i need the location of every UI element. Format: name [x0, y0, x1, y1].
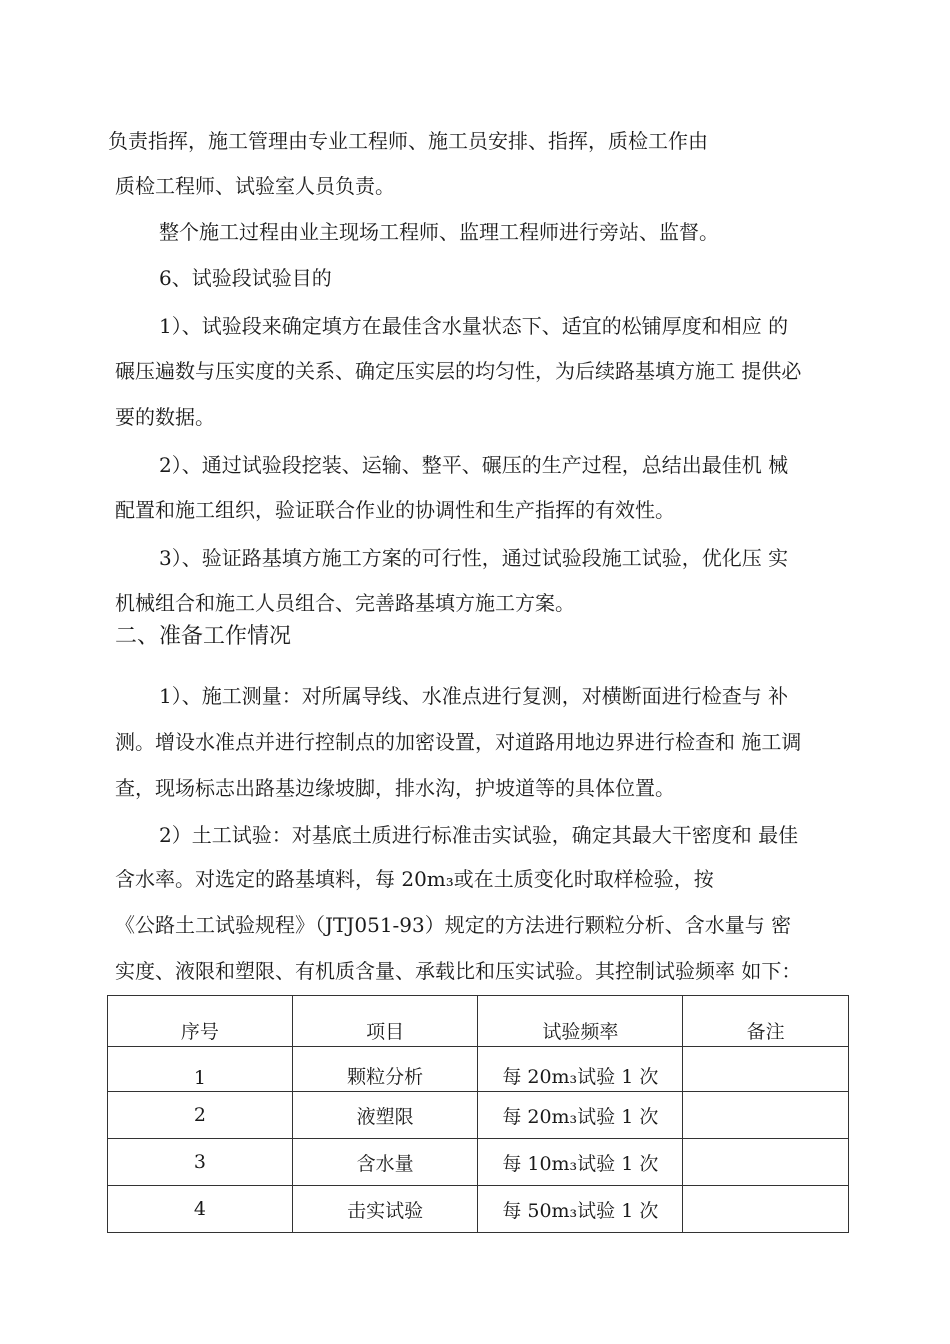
table-cell: 4	[108, 1186, 293, 1233]
table-header-item: 项目	[292, 996, 478, 1047]
table-header-index: 序号	[108, 996, 293, 1047]
table-cell: 3	[108, 1139, 293, 1186]
test-frequency-table	[107, 995, 849, 1233]
table-row	[108, 1186, 849, 1233]
paragraph-line: 含水率。对选定的路基填料，每 20m₃或在土质变化时取样检验，按	[115, 867, 714, 891]
paragraph-line: 实度、液限和塑限、有机质含量、承载比和压实试验。其控制试验频率 如下：	[115, 959, 802, 983]
table-cell: 每 20m₃试验 1 次	[478, 1047, 683, 1092]
table-cell	[683, 1047, 849, 1092]
section-heading: 二、准备工作情况	[115, 624, 292, 649]
table-cell	[683, 1092, 849, 1139]
table-cell: 1	[108, 1047, 293, 1092]
table-cell: 2	[108, 1092, 293, 1139]
table-header-remarks: 备注	[683, 996, 849, 1047]
paragraph-line: 配置和施工组织，验证联合作业的协调性和生产指挥的有效性。	[115, 498, 675, 522]
paragraph-line: 查，现场标志出路基边缘坡脚，排水沟，护坡道等的具体位置。	[115, 776, 675, 800]
table-cell: 含水量	[292, 1139, 478, 1186]
paragraph-line: 2）土工试验：对基底土质进行标准击实试验，确定其最大干密度和 最佳	[159, 823, 799, 847]
table-row	[108, 1092, 849, 1139]
paragraph-line: 3）、验证路基填方施工方案的可行性，通过试验段施工试验，优化压 实	[159, 546, 789, 570]
paragraph-line: 2）、通过试验段挖装、运输、整平、碾压的生产过程，总结出最佳机 械	[159, 453, 789, 477]
table-cell: 液塑限	[292, 1092, 478, 1139]
paragraph-line: 1）、试验段来确定填方在最佳含水量状态下、适宜的松铺厚度和相应 的	[159, 314, 789, 338]
table-cell: 每 20m₃试验 1 次	[478, 1092, 683, 1139]
paragraph-line: 整个施工过程由业主现场工程师、监理工程师进行旁站、监督。	[159, 220, 719, 244]
paragraph-line: 质检工程师、试验室人员负责。	[115, 174, 395, 198]
paragraph-line: 1）、施工测量：对所属导线、水准点进行复测，对横断面进行检查与 补	[159, 684, 789, 708]
table-cell: 每 50m₃试验 1 次	[478, 1186, 683, 1233]
table-cell: 击实试验	[292, 1186, 478, 1233]
paragraph-line: 机械组合和施工人员组合、完善路基填方施工方案。	[115, 591, 575, 615]
table-row	[108, 1047, 849, 1092]
paragraph-line: 碾压遍数与压实度的关系、确定压实层的均匀性，为后续路基填方施工 提供必	[115, 359, 802, 383]
paragraph-line: 负责指挥，施工管理由专业工程师、施工员安排、指挥，质检工作由	[108, 129, 708, 153]
table-cell: 每 10m₃试验 1 次	[478, 1139, 683, 1186]
table-header-frequency: 试验频率	[478, 996, 683, 1047]
subsection-title: 6、试验段试验目的	[159, 266, 332, 290]
table-cell: 颗粒分析	[292, 1047, 478, 1092]
table-cell	[683, 1186, 849, 1233]
paragraph-line: 《公路土工试验规程》（JTJ051-93）规定的方法进行颗粒分析、含水量与 密	[115, 913, 792, 937]
paragraph-line: 要的数据。	[115, 405, 215, 429]
table-cell	[683, 1139, 849, 1186]
paragraph-line: 测。增设水准点并进行控制点的加密设置，对道路用地边界进行检查和 施工调	[115, 730, 802, 754]
table-row	[108, 1139, 849, 1186]
